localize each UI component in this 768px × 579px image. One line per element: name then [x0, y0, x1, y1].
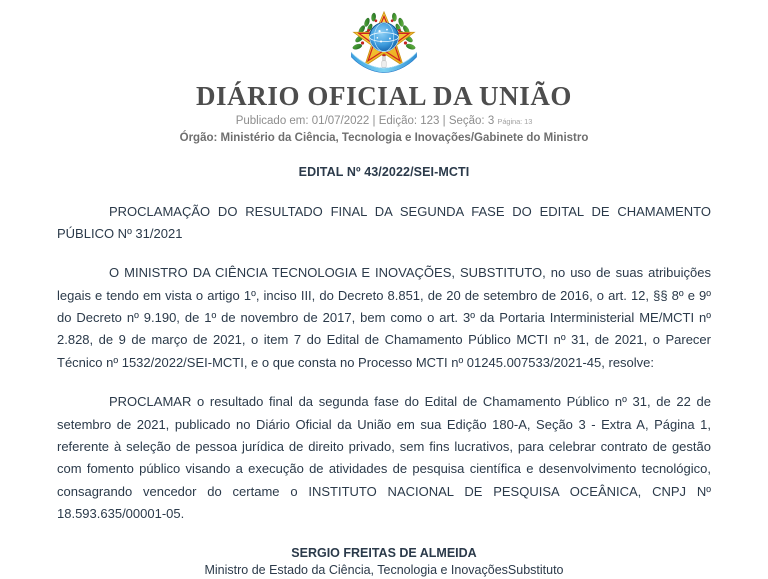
document-body: [57, 145, 711, 579]
paragraph-proclamation-heading: PROCLAMAÇÃO DO RESULTADO FINAL DA SEGUNDA FASE DO EDITAL DE CHAMAMENTO PÚBLICO Nº 31/2021: [57, 203, 711, 241]
publication-info: Publicado em: 01/07/2022 | Edição: 123 | Seção: 3: [235, 115, 495, 128]
paragraph-legal-basis: O MINISTRO DA CIÊNCIA TECNOLOGIA E INOVAÇÕES, SUBSTITUTO, no uso de suas atribuições legais e tendo em vista o artigo 1º, inciso III, do Decreto 8.851, de 20 de setembro de 2016, o art. 12, §§ 8º e 9º do Decreto nº 9.190, de 1º de novembro de 2017, bem como o art. 3º da Portaria Interministerial ME/MCTI nº 2.828, de 9 de março de 2021, o item 7 do Edital de Chamamento Público MCTI nº 31, de 2021, o Parecer Técnico nº 1532/2022/SEI-MCTI, e o que consta no Processo MCTI nº 01245.007533/2021-45, resolve:: [57, 265, 711, 370]
signature-block: [57, 545, 711, 579]
edital-heading: EDITAL Nº 43/2022/SEI-MCTI: [298, 164, 470, 179]
signatory-name: SERGIO FREITAS DE ALMEIDA: [291, 546, 477, 561]
brazil-coat-of-arms-icon: [347, 6, 421, 80]
issuing-organ: Órgão: Ministério da Ciência, Tecnologia e Inovações/Gabinete do Ministro: [179, 131, 589, 144]
publication-meta: [0, 115, 768, 128]
page-title: DIÁRIO OFICIAL DA UNIÃO: [195, 81, 573, 111]
masthead: [0, 0, 768, 145]
page-number-label: Página: 13: [497, 117, 533, 127]
signatory-role: Ministro de Estado da Ciência, Tecnologia e InovaçõesSubstituto: [204, 563, 564, 578]
paragraph-result: PROCLAMAR o resultado final da segunda fase do Edital de Chamamento Público nº 31, de 22 de setembro de 2021, publicado no Diário Oficial da União em sua Edição 180-A, Seção 3 - Extra A, Página 1, referente à seleção de pessoa jurídica de direito privado, sem fins lucrativos, para celebrar contrato de gestão com fomento público visando a execução de atividades de pesquisa científica e desenvolvimento tecnológico, consagrando vencedor do certame o INSTITUTO NACIONAL DE PESQUISA OCEÂNICA, CNPJ Nº 18.593.635/00001-05.: [57, 394, 711, 521]
